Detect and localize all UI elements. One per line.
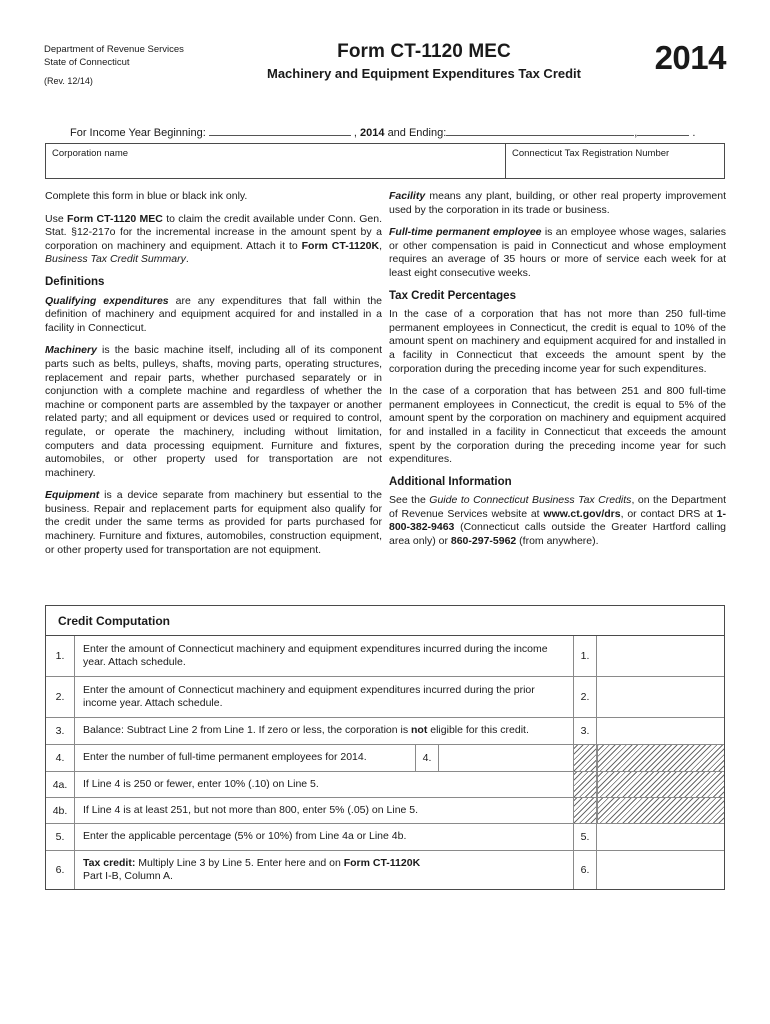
additional-text-3: , or contact DRS at bbox=[620, 507, 717, 520]
fulltime-employee-term: Full-time permanent employee bbox=[389, 226, 542, 239]
table-row bbox=[46, 677, 724, 718]
namebox-divider bbox=[505, 144, 506, 178]
table-row bbox=[46, 718, 724, 745]
line-number-3: 3. bbox=[46, 718, 75, 744]
line-ref-6: 6. bbox=[573, 851, 597, 889]
equipment-paragraph bbox=[45, 489, 382, 557]
line-description-4: Enter the number of full-time permanent employees for 2014. bbox=[83, 751, 367, 764]
line-description-5: Enter the applicable percentage (5% or 10%) from Line 4a or Line 4b. bbox=[83, 830, 407, 843]
registration-number-label: Connecticut Tax Registration Number bbox=[512, 148, 670, 159]
line-description-6 bbox=[75, 851, 573, 889]
machinery-text: is the basic machine itself, including all of its component parts such as belts, pulleys, shafts, moving parts, operating structures, replacement and repair parts, whether purchased separately or in conjunction with a complete machine and regardless of whether the machine or component parts are assembled by the taxpayer or another related party; and all equipment or devices used or required to control, regulate, or operate the machinery, including without limitation, computers and data processing equipment. Furniture and fixtures, automobiles, or other property used for transportation are not machinery. bbox=[45, 344, 382, 479]
line-6-form-ref: Form CT-1120K bbox=[343, 856, 421, 869]
drs-website-link[interactable]: www.ct.gov/drs bbox=[543, 507, 621, 520]
additional-text-4: (Connecticut calls outside the Greater Hartford calling area only) or bbox=[389, 521, 726, 548]
qualifying-expenditures-paragraph bbox=[45, 295, 382, 336]
line-number-1: 1. bbox=[46, 636, 75, 676]
line-ref-1: 1. bbox=[573, 636, 597, 676]
tax-credit-percentages-heading: Tax Credit Percentages bbox=[389, 289, 516, 302]
line-description-4b: If Line 4 is at least 251, but not more than 800, enter 5% (.05) on Line 5. bbox=[83, 803, 419, 816]
use-para-text-4: . bbox=[185, 253, 189, 266]
line-amount-input-4[interactable] bbox=[439, 745, 573, 771]
additional-text-2: , on the Department of Revenue Services website at bbox=[389, 494, 726, 520]
table-row bbox=[46, 798, 724, 824]
income-year-begin-input[interactable] bbox=[209, 124, 351, 136]
hatched-cell bbox=[573, 745, 597, 771]
qualifying-expenditures-term: Qualifying expenditures bbox=[45, 294, 169, 307]
additional-text-5: (from anywhere). bbox=[516, 535, 599, 548]
line-3-text-post: eligible for this credit. bbox=[427, 724, 529, 737]
qualifying-expenditures-text: are any expenditures that fall within the definition of machinery and equipment acquired for and installed in a facility in Connecticut. bbox=[45, 294, 382, 334]
right-text-column bbox=[389, 190, 726, 558]
table-row bbox=[46, 772, 724, 798]
ink-instruction: Complete this form in blue or black ink only. bbox=[45, 190, 248, 202]
line-amount-input-3[interactable] bbox=[597, 718, 724, 744]
line-number-4a: 4a. bbox=[46, 772, 75, 797]
table-row bbox=[46, 745, 724, 772]
additional-text-1: See the bbox=[389, 494, 430, 507]
facility-paragraph bbox=[389, 190, 726, 217]
agency-name bbox=[44, 44, 184, 69]
line-description-1: Enter the amount of Connecticut machinery and equipment expenditures incurred during the income year. Attach schedule. bbox=[83, 642, 548, 668]
machinery-term: Machinery bbox=[45, 344, 97, 357]
income-year-ending-label: and Ending: bbox=[387, 127, 447, 139]
drs-phone-local: 860-297-5962 bbox=[450, 535, 517, 548]
income-year-value: 2014 bbox=[360, 127, 385, 139]
use-para-text-3: , bbox=[379, 239, 382, 252]
line-number-4b: 4b. bbox=[46, 798, 75, 823]
page-title: Form CT-1120 MEC bbox=[337, 41, 511, 62]
equipment-text: is a device separate from machinery but essential to the business. Repair and replacement parts for equipment also qualify for the credit under the same terms as provided for parts purchased for machinery. Furniture and fixtures, automobiles, construction equipment, or other property used for transportation are not equipment. bbox=[45, 489, 382, 556]
facility-text: means any plant, building, or other real property improvement used by the corporation in its trade or business. bbox=[389, 190, 726, 216]
fulltime-employee-text: is an employee whose wages, salaries or other compensation is paid in Connecticut and whose employment requires an average of 35 hours or more of service each week for at least eight consecutive weeks. bbox=[389, 226, 726, 279]
line-6-text-mid: Multiply Line 3 by Line 5. Enter here and on bbox=[135, 856, 344, 869]
income-year-end-year-input[interactable] bbox=[637, 124, 689, 136]
line-amount-input-6[interactable] bbox=[597, 851, 724, 889]
income-year-comma-2: , bbox=[634, 127, 638, 139]
tax-year: 2014 bbox=[654, 39, 726, 76]
percentage-paragraph-1: In the case of a corporation that has not more than 250 full-time permanent employees in Connecticut, the credit is equal to 10% of the amount spent on machinery and equipment acquired for and installed in a facility in Connecticut that exceeds the amount spent by the corporation during the preceding income year for such expenditures. bbox=[389, 308, 726, 375]
line-description-4a: If Line 4 is 250 or fewer, enter 10% (.10) on Line 5. bbox=[83, 777, 319, 790]
line-number-2: 2. bbox=[46, 677, 75, 717]
income-year-period: . bbox=[692, 127, 696, 139]
use-para-italic-title: Business Tax Credit Summary bbox=[45, 253, 186, 266]
hatched-cell bbox=[573, 798, 597, 823]
use-form-paragraph bbox=[45, 213, 382, 267]
facility-term: Facility bbox=[389, 190, 426, 202]
line-6-text-post: Part I-B, Column A. bbox=[83, 870, 173, 882]
corporation-name-label: Corporation name bbox=[52, 148, 129, 159]
line-3-text-pre: Balance: Subtract Line 2 from Line 1. If zero or less, the corporation is bbox=[83, 724, 412, 737]
table-row bbox=[46, 824, 724, 851]
equipment-term: Equipment bbox=[45, 489, 100, 502]
income-year-comma-1: , bbox=[353, 127, 357, 139]
credit-computation-heading: Credit Computation bbox=[46, 606, 724, 636]
use-para-text-1: Use bbox=[45, 212, 67, 225]
percentage-paragraph-2: In the case of a corporation that has between 251 and 800 full-time permanent employees in Connecticut, the credit is equal to 5% of the amount spent by the corporation on machinery and equipment acquired for and installed in a facility in Connecticut that exceeds the amount spent by the corporation during the preceding income year for such expenditures. bbox=[389, 385, 726, 466]
line-number-6: 6. bbox=[46, 851, 75, 889]
line-ref-4: 4. bbox=[415, 745, 439, 771]
credit-computation-table bbox=[45, 605, 725, 890]
line-amount-input-5[interactable] bbox=[597, 824, 724, 850]
line-3-text-bold: not bbox=[411, 724, 428, 737]
use-para-form-k-ref: Form CT-1120K bbox=[301, 239, 380, 252]
income-year-begin-label: For Income Year Beginning: bbox=[70, 127, 206, 139]
left-text-column bbox=[45, 190, 382, 566]
drs-phone-tollfree: 1-800-382-9463 bbox=[389, 507, 726, 534]
income-year-line bbox=[70, 124, 695, 140]
use-para-text-2: to claim the credit available under Conn. Gen. Stat. §12-217o for the incremental increase in the amount spent by a corporation on machinery and equipment. Attach it to bbox=[45, 212, 382, 252]
additional-information-heading: Additional Information bbox=[389, 475, 512, 488]
form-header bbox=[44, 40, 726, 100]
use-para-form-ref: Form CT-1120 MEC bbox=[66, 212, 163, 225]
agency-line-1: Department of Revenue Services bbox=[44, 44, 184, 55]
hatched-cell bbox=[597, 745, 724, 771]
hatched-cell bbox=[573, 772, 597, 797]
line-number-5: 5. bbox=[46, 824, 75, 850]
fulltime-employee-paragraph bbox=[389, 226, 726, 280]
hatched-cell bbox=[597, 798, 724, 823]
line-amount-input-1[interactable] bbox=[597, 636, 724, 676]
revision-date: (Rev. 12/14) bbox=[44, 76, 93, 86]
page-subtitle: Machinery and Equipment Expenditures Tax Credit bbox=[267, 66, 581, 81]
line-6-text-bold: Tax credit: bbox=[83, 856, 136, 869]
additional-information-paragraph bbox=[389, 494, 726, 548]
title-block bbox=[224, 40, 624, 83]
line-ref-5: 5. bbox=[573, 824, 597, 850]
line-ref-3: 3. bbox=[573, 718, 597, 744]
table-row bbox=[46, 636, 724, 677]
machinery-paragraph bbox=[45, 344, 382, 480]
agency-line-2: State of Connecticut bbox=[44, 56, 130, 68]
line-description-2: Enter the amount of Connecticut machinery and equipment expenditures incurred during the prior income year. Attach schedule. bbox=[83, 683, 535, 709]
taxpayer-identification-box bbox=[45, 143, 725, 179]
line-number-4: 4. bbox=[46, 745, 75, 771]
definitions-heading: Definitions bbox=[45, 275, 105, 288]
line-ref-2: 2. bbox=[573, 677, 597, 717]
hatched-cell bbox=[597, 772, 724, 797]
guide-title: Guide to Connecticut Business Tax Credits bbox=[429, 494, 632, 507]
line-amount-input-2[interactable] bbox=[597, 677, 724, 717]
line-description-3 bbox=[75, 718, 573, 744]
table-row bbox=[46, 851, 724, 889]
income-year-end-input[interactable] bbox=[446, 124, 634, 136]
